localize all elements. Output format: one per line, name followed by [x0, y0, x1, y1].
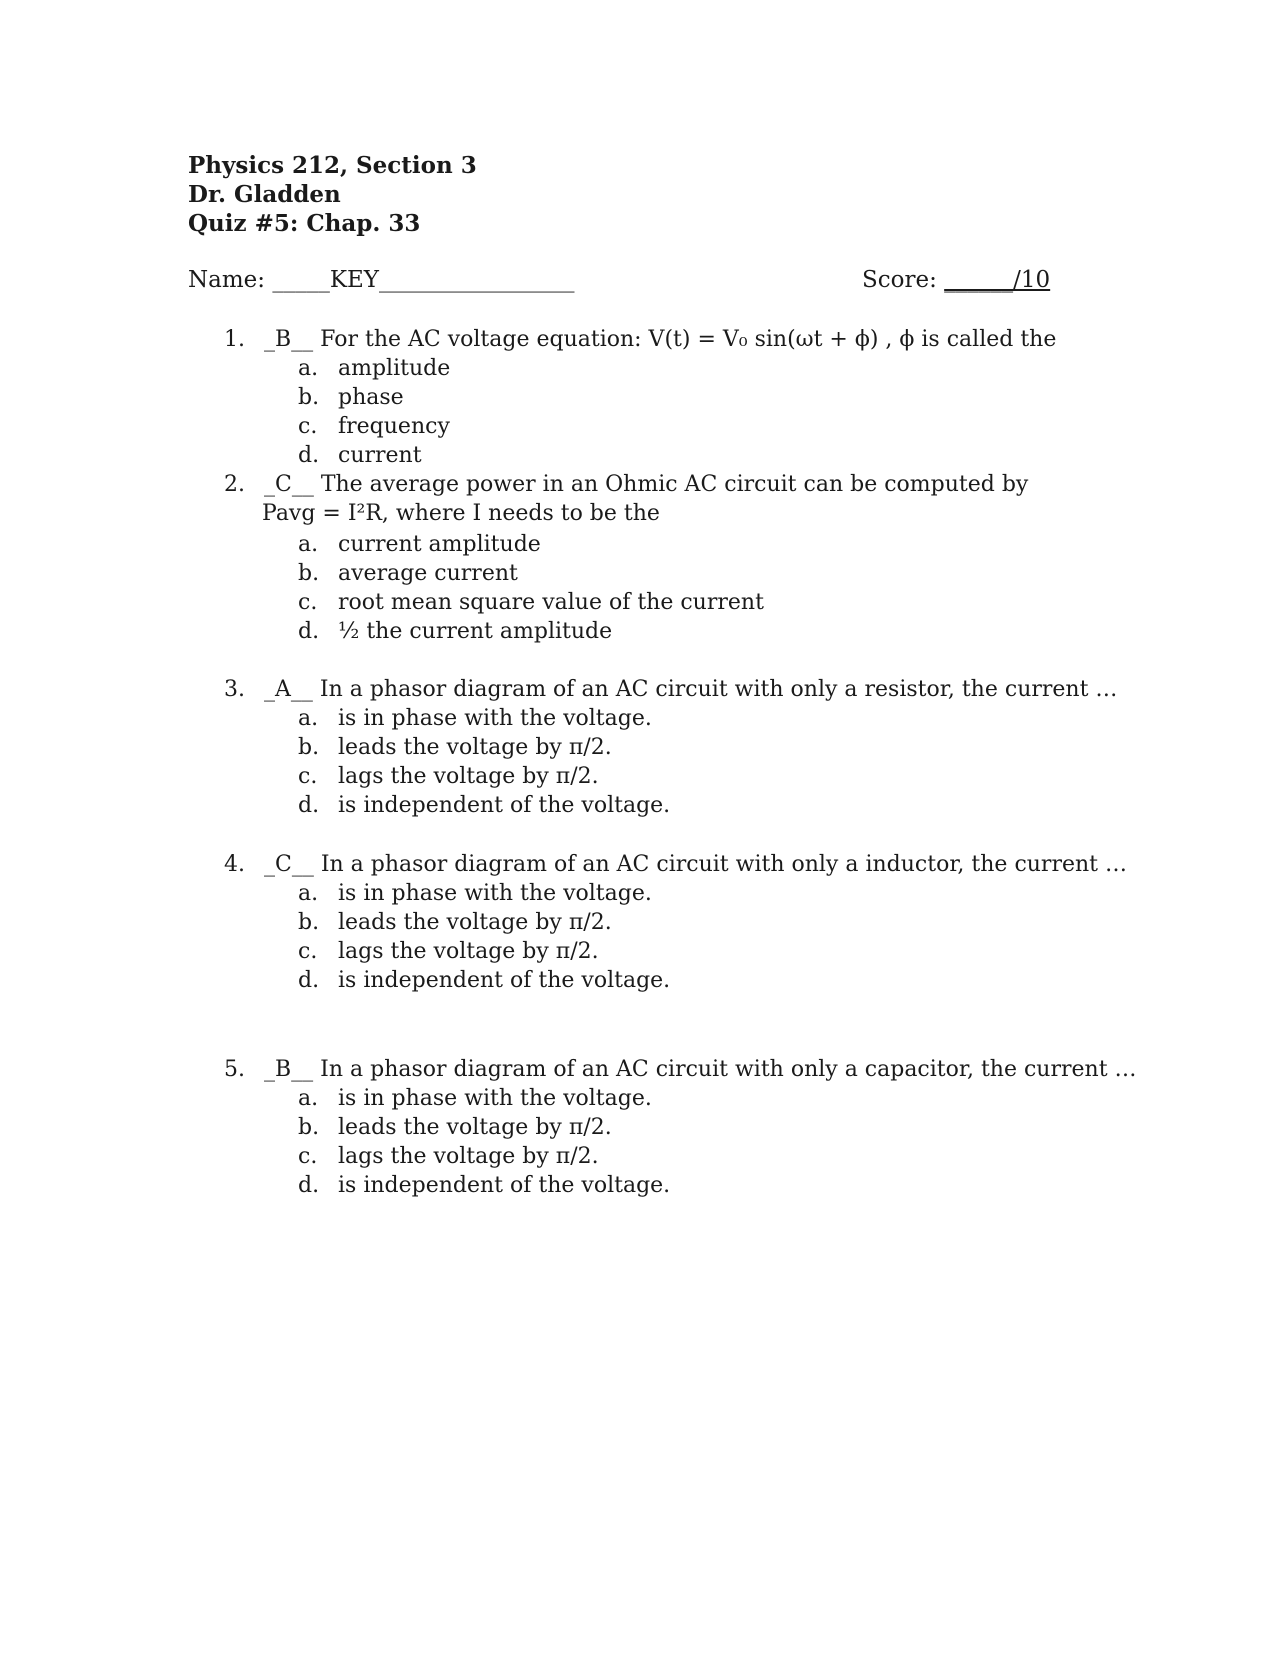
score-label: Score:: [862, 267, 945, 293]
option: [298, 559, 518, 588]
option-text: average current: [338, 561, 518, 586]
option-text: leads the voltage by π/2.: [338, 910, 612, 935]
option-text: current: [338, 443, 422, 468]
question-text: _C__ The average power in an Ohmic AC circuit can be computed by: [264, 472, 1029, 497]
question-number: 5.: [224, 1057, 245, 1082]
option-letter: d.: [298, 968, 320, 993]
option-text: lags the voltage by π/2.: [338, 1144, 599, 1169]
option-letter: a.: [298, 1086, 319, 1111]
option-letter: c.: [298, 590, 318, 615]
option-text: is in phase with the voltage.: [338, 1086, 652, 1111]
option-text: lags the voltage by π/2.: [338, 939, 599, 964]
option-letter: d.: [298, 619, 320, 644]
option-text: phase: [338, 385, 404, 410]
option: [298, 733, 612, 762]
option-letter: d.: [298, 443, 320, 468]
option-text: is independent of the voltage.: [338, 793, 671, 818]
option: [298, 879, 652, 908]
option-letter: b.: [298, 385, 320, 410]
option-text: lags the voltage by π/2.: [338, 764, 599, 789]
option-letter: a.: [298, 706, 319, 731]
option-letter: c.: [298, 939, 318, 964]
option: [298, 354, 450, 383]
option-letter: b.: [298, 735, 320, 760]
option-text: leads the voltage by π/2.: [338, 735, 612, 760]
option: [298, 966, 670, 995]
option: [298, 704, 652, 733]
quiz-title: Quiz #5: Chap. 33: [188, 210, 421, 237]
question-text: _B__ For the AC voltage equation: V(t) = V₀ sin(ωt + ϕ) , ϕ is called the: [264, 327, 1057, 352]
question-continuation: Pavg = I²R, where I needs to be the: [262, 501, 660, 526]
option-text: ½ the current amplitude: [338, 619, 613, 644]
option: [298, 1084, 652, 1113]
option: [298, 1113, 612, 1142]
option-text: is independent of the voltage.: [338, 968, 671, 993]
question-2: [224, 470, 1028, 499]
option: [298, 530, 541, 559]
option: [298, 1171, 670, 1200]
option: [298, 1142, 599, 1171]
question-number: 1.: [224, 327, 245, 352]
option-letter: c.: [298, 764, 318, 789]
option: [298, 588, 764, 617]
option-text: is in phase with the voltage.: [338, 881, 652, 906]
option: [298, 908, 612, 937]
option: [298, 762, 599, 791]
option-text: is in phase with the voltage.: [338, 706, 652, 731]
option-letter: b.: [298, 1115, 320, 1140]
option-letter: c.: [298, 1144, 318, 1169]
option: [298, 412, 450, 441]
option-letter: b.: [298, 561, 320, 586]
option: [298, 937, 599, 966]
question-number: 2.: [224, 472, 245, 497]
option-letter: c.: [298, 414, 318, 439]
option-text: current amplitude: [338, 532, 541, 557]
option: [298, 791, 670, 820]
option-letter: a.: [298, 881, 319, 906]
question-number: 4.: [224, 852, 245, 877]
name-line: Name: _____KEY_________________: [188, 267, 575, 293]
question-4: [224, 850, 1127, 879]
option-letter: d.: [298, 793, 320, 818]
option-text: is independent of the voltage.: [338, 1173, 671, 1198]
option-text: amplitude: [338, 356, 451, 381]
option: [298, 383, 404, 412]
option-text: root mean square value of the current: [338, 590, 764, 615]
instructor-name: Dr. Gladden: [188, 181, 341, 208]
question-3: [224, 675, 1117, 704]
option-letter: b.: [298, 910, 320, 935]
option-letter: d.: [298, 1173, 320, 1198]
option-letter: a.: [298, 356, 319, 381]
question-1: [224, 325, 1056, 354]
option-text: leads the voltage by π/2.: [338, 1115, 612, 1140]
question-text: _C__ In a phasor diagram of an AC circuit with only a inductor, the current …: [264, 852, 1127, 877]
option-letter: a.: [298, 532, 319, 557]
question-number: 3.: [224, 677, 245, 702]
score-line: [862, 266, 1050, 295]
score-value: ______/10: [944, 267, 1051, 293]
option: [298, 441, 422, 470]
question-text: _A__ In a phasor diagram of an AC circuit with only a resistor, the current …: [264, 677, 1118, 702]
question-text: _B__ In a phasor diagram of an AC circuit with only a capacitor, the current …: [264, 1057, 1137, 1082]
option: [298, 617, 612, 646]
question-5: [224, 1055, 1137, 1084]
option-text: frequency: [338, 414, 450, 439]
course-title: Physics 212, Section 3: [188, 152, 477, 179]
